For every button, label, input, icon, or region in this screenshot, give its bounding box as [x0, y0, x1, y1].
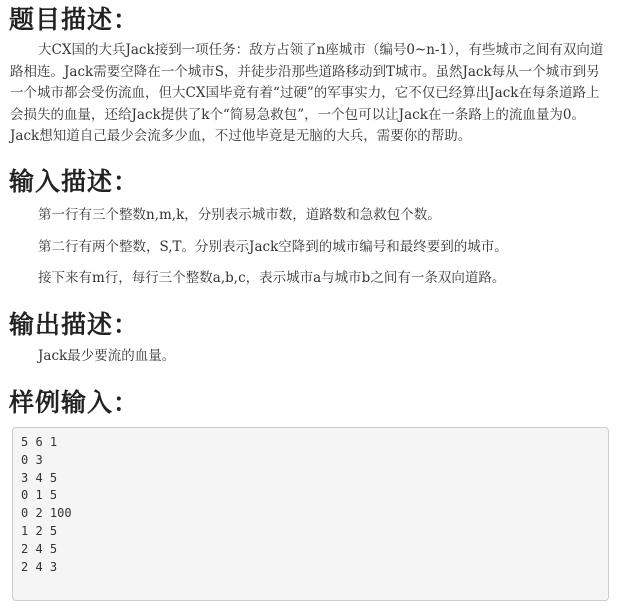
- input-line-3: 接下来有m行，每行三个整数a,b,c，表示城市a与城市b之间有一条双向道路。: [38, 270, 506, 286]
- sample-input-code: 5 6 1 0 3 3 4 5 0 1 5 0 2 100 1 2 5 2 4 5 2 4 3: [12, 427, 609, 601]
- description-heading: 题目描述：: [9, 5, 140, 34]
- output-text: Jack最少要流的血量。: [38, 348, 176, 364]
- input-line-2: 第二行有两个整数，S,T。分别表示Jack空降到的城市编号和最终要到的城市。: [38, 239, 508, 255]
- input-heading: 输入描述：: [9, 167, 140, 196]
- description-text: 大CX国的大兵Jack接到一项任务：敌方占领了n座城市（编号0~n-1），有些城市之间有双向道路相连。Jack需要空降在一个城市S，并徒步沿那些道路移动到T城市。虽然Jack每从一个城市到另一个城市都会受伤流血，但大CX国毕竟有着“过硬”的军事实力，它不仅已经算出Jack在每条道路上会损失的血量，还给Jack提供了k个“简易急救包”，一个包可以让Jack在一条路上的流血量为0。Jack想知道自己最少会流多少血，不过他毕竟是无脑的大兵，需要你的帮助。: [10, 42, 604, 144]
- output-heading: 输出描述：: [9, 310, 140, 339]
- input-line-1: 第一行有三个整数n,m,k，分别表示城市数，道路数和急救包个数。: [38, 207, 441, 223]
- sample-input-heading: 样例输入：: [9, 388, 140, 417]
